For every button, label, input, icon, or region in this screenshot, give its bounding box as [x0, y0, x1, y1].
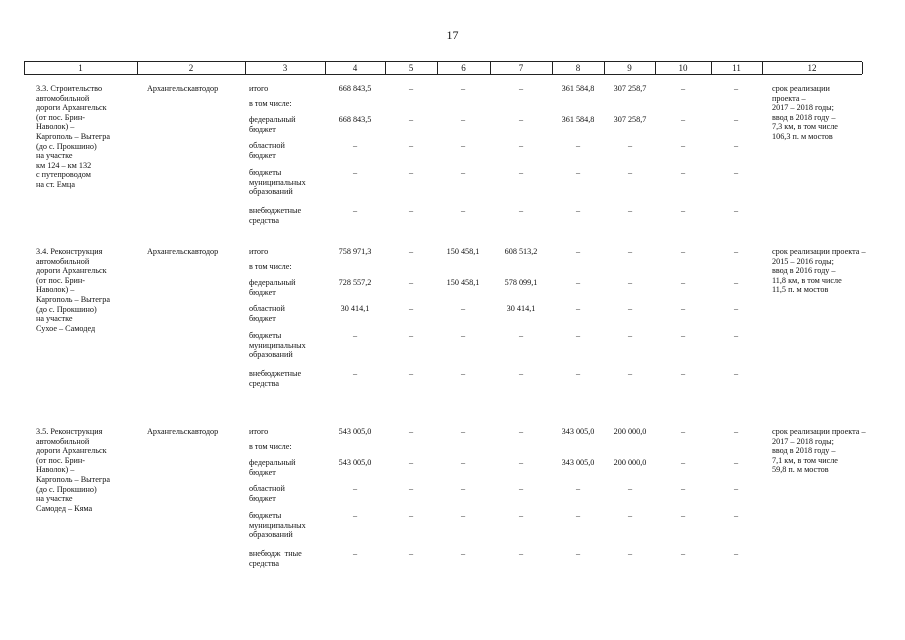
project-note-line: срок реализации проекта – — [772, 427, 866, 436]
value-dash: – — [352, 141, 358, 150]
funding-source-label: образований — [249, 187, 293, 197]
header-col-10: 10 — [678, 63, 688, 73]
object-title-line: дороги Архангельск — [36, 446, 107, 456]
table-row-group — [0, 84, 905, 234]
header-col-7: 7 — [518, 63, 524, 73]
object-title-line: Самодед – Кяма — [36, 503, 93, 513]
header-col-5: 5 — [408, 63, 414, 73]
project-note-line: 11,8 км, в том числе — [772, 275, 842, 285]
value-dash: – — [352, 549, 358, 558]
value-cell: 30 414,1 — [340, 304, 370, 313]
funding-source-label: бюджет — [249, 313, 276, 323]
value-dash: – — [518, 115, 524, 124]
header-divider — [711, 62, 712, 74]
value-cell: 361 584,8 — [561, 84, 595, 93]
value-dash: – — [408, 331, 414, 340]
table-row-group — [0, 247, 905, 397]
object-title-line: автомобильной — [36, 436, 90, 446]
value-dash: – — [575, 141, 581, 150]
value-cell: 668 843,5 — [338, 84, 372, 93]
value-dash: – — [627, 484, 633, 493]
value-dash: – — [518, 84, 524, 93]
value-dash: – — [460, 458, 466, 467]
header-divider — [325, 62, 326, 74]
value-dash: – — [627, 247, 633, 256]
value-dash: – — [575, 278, 581, 287]
funding-source-label: федеральный — [249, 278, 296, 287]
value-dash: – — [733, 115, 739, 124]
object-title-line: (от пос. Брин- — [36, 275, 86, 285]
value-dash: – — [460, 115, 466, 124]
funding-source-label: бюджет — [249, 287, 276, 297]
header-edge — [24, 62, 25, 74]
executor-name: Архангельскавтодор — [147, 247, 219, 256]
value-dash: – — [680, 549, 686, 558]
object-title-line: (от пос. Брин- — [36, 455, 86, 465]
object-title-line: автомобильной — [36, 256, 90, 266]
header-divider — [137, 62, 138, 74]
object-title-line: 3.3. Строительство — [36, 84, 103, 93]
value-dash: – — [575, 247, 581, 256]
value-cell: 668 843,5 — [338, 115, 372, 124]
value-dash: – — [733, 206, 739, 215]
value-dash: – — [518, 458, 524, 467]
value-dash: – — [408, 168, 414, 177]
funding-source-label: образований — [249, 530, 293, 540]
value-dash: – — [627, 549, 633, 558]
value-dash: – — [627, 304, 633, 313]
value-dash: – — [460, 549, 466, 558]
project-note-line: 2017 – 2018 годы; — [772, 103, 834, 113]
project-note-line: ввод в 2018 году – — [772, 446, 836, 456]
value-dash: – — [575, 549, 581, 558]
funding-source-label: бюджеты — [249, 168, 282, 177]
funding-source-label: бюджет — [249, 493, 276, 503]
value-dash: – — [733, 549, 739, 558]
header-col-3: 3 — [282, 63, 288, 73]
funding-source-label: бюджет — [249, 124, 276, 134]
value-dash: – — [352, 206, 358, 215]
object-title-line: дороги Архангельск — [36, 266, 107, 276]
value-dash: – — [627, 369, 633, 378]
header-col-1: 1 — [78, 63, 83, 73]
object-title-line: на участке — [36, 314, 73, 324]
object-title-line: Каргополь – Вытегра — [36, 295, 110, 304]
funding-source-label: итого — [249, 427, 269, 436]
object-title-line: на участке — [36, 151, 73, 161]
value-dash: – — [680, 484, 686, 493]
header-col-6: 6 — [461, 63, 466, 73]
funding-source-label: внебюджетные — [249, 206, 302, 215]
value-dash: – — [460, 304, 466, 313]
value-dash: – — [627, 331, 633, 340]
value-dash: – — [680, 369, 686, 378]
value-dash: – — [408, 511, 414, 520]
header-divider — [604, 62, 605, 74]
header-divider — [437, 62, 438, 74]
value-dash: – — [680, 331, 686, 340]
value-dash: – — [680, 278, 686, 287]
value-dash: – — [460, 484, 466, 493]
header-divider — [385, 62, 386, 74]
value-dash: – — [575, 206, 581, 215]
object-title-line: (от пос. Брин- — [36, 112, 86, 122]
value-dash: – — [680, 304, 686, 313]
header-col-2: 2 — [188, 63, 194, 73]
funding-source-label: муниципальных — [249, 340, 306, 350]
value-dash: – — [408, 484, 414, 493]
value-cell: 543 005,0 — [338, 427, 372, 436]
value-dash: – — [460, 206, 466, 215]
header-divider — [490, 62, 491, 74]
project-note-line: 7,3 км, в том числе — [772, 122, 838, 132]
object-title-line: Наволок) – — [36, 122, 75, 132]
value-dash: – — [518, 549, 524, 558]
project-note-line: проекта – — [772, 93, 806, 103]
funding-source-label: муниципальных — [249, 520, 306, 530]
value-dash: – — [733, 278, 739, 287]
value-dash: – — [627, 511, 633, 520]
value-cell: 343 005,0 — [561, 427, 595, 436]
value-dash: – — [733, 331, 739, 340]
funding-source-label: внебюджетные — [249, 369, 302, 378]
value-cell: 578 099,1 — [504, 278, 538, 287]
value-dash: – — [352, 331, 358, 340]
value-dash: – — [518, 206, 524, 215]
value-dash: – — [408, 369, 414, 378]
value-dash: – — [352, 168, 358, 177]
funding-source-label: средства — [249, 215, 280, 225]
project-note-line: 7,1 км, в том числе — [772, 455, 838, 465]
object-title-line: на ст. Емца — [36, 180, 75, 189]
object-title-line: Наволок) – — [36, 465, 75, 475]
funding-source-label: средства — [249, 558, 280, 568]
value-dash: – — [680, 427, 686, 436]
value-dash: – — [460, 168, 466, 177]
funding-source-label: муниципальных — [249, 177, 306, 187]
value-dash: – — [408, 304, 414, 313]
object-title-line: Каргополь – Вытегра — [36, 475, 110, 484]
value-dash: – — [408, 549, 414, 558]
value-cell: 200 000,0 — [613, 427, 647, 436]
object-title-line: Наволок) – — [36, 285, 75, 295]
project-note-line: 2015 – 2016 годы; — [772, 256, 834, 266]
value-dash: – — [408, 141, 414, 150]
value-dash: – — [680, 247, 686, 256]
value-dash: – — [408, 247, 414, 256]
value-dash: – — [408, 278, 414, 287]
funding-source-label: образований — [249, 350, 293, 360]
value-dash: – — [352, 484, 358, 493]
object-title-line: на участке — [36, 494, 73, 504]
table-row-group — [0, 427, 905, 577]
funding-source-label: средства — [249, 378, 280, 388]
value-dash: – — [352, 511, 358, 520]
value-dash: – — [733, 511, 739, 520]
value-dash: – — [518, 331, 524, 340]
value-dash: – — [518, 427, 524, 436]
value-dash: – — [460, 84, 466, 93]
header-edge — [862, 62, 863, 74]
value-cell: 200 000,0 — [613, 458, 647, 467]
header-col-9: 9 — [627, 63, 632, 73]
funding-source-label: в том числе: — [249, 99, 292, 108]
value-cell: 758 971,3 — [338, 247, 372, 256]
project-note-line: 11,5 п. м мостов — [772, 285, 829, 295]
object-title-line: Сухое – Самодед — [36, 323, 96, 333]
value-dash: – — [460, 427, 466, 436]
value-dash: – — [408, 427, 414, 436]
value-dash: – — [733, 458, 739, 467]
table-header — [24, 61, 862, 75]
value-dash: – — [518, 484, 524, 493]
value-dash: – — [408, 115, 414, 124]
value-dash: – — [352, 369, 358, 378]
value-cell: 307 258,7 — [613, 84, 647, 93]
value-dash: – — [518, 168, 524, 177]
value-dash: – — [408, 458, 414, 467]
funding-source-label: итого — [249, 247, 269, 256]
value-cell: 343 005,0 — [561, 458, 595, 467]
value-dash: – — [408, 84, 414, 93]
header-col-12: 12 — [807, 63, 817, 73]
funding-source-label: в том числе: — [249, 442, 292, 451]
value-dash: – — [627, 168, 633, 177]
funding-source-label: бюджеты — [249, 331, 282, 340]
object-title-line: дороги Архангельск — [36, 103, 107, 113]
project-note-line: ввод в 2018 году – — [772, 112, 836, 122]
value-dash: – — [680, 141, 686, 150]
value-dash: – — [460, 511, 466, 520]
value-dash: – — [627, 141, 633, 150]
value-dash: – — [575, 331, 581, 340]
value-dash: – — [575, 168, 581, 177]
funding-source-label: итого — [249, 84, 269, 93]
value-cell: 608 513,2 — [504, 247, 538, 256]
funding-source-label: федеральный — [249, 115, 296, 124]
value-cell: 728 557,2 — [338, 278, 372, 287]
project-note-line: срок реализации — [772, 84, 830, 93]
value-cell: 30 414,1 — [506, 304, 536, 313]
object-title-line: автомобильной — [36, 93, 90, 103]
project-note-line: срок реализации проекта – — [772, 247, 866, 256]
value-dash: – — [627, 206, 633, 215]
value-cell: 150 458,1 — [446, 247, 480, 256]
value-cell: 543 005,0 — [338, 458, 372, 467]
value-dash: – — [680, 84, 686, 93]
funding-source-label: бюджет — [249, 150, 276, 160]
project-note-line: 2017 – 2018 годы; — [772, 436, 834, 446]
object-title-line: (до с. Прокшино) — [36, 304, 97, 314]
value-dash: – — [460, 369, 466, 378]
funding-source-label: в том числе: — [249, 262, 292, 271]
funding-source-label: областной — [249, 484, 285, 493]
funding-source-label: областной — [249, 141, 285, 150]
value-dash: – — [518, 369, 524, 378]
value-dash: – — [518, 511, 524, 520]
value-dash: – — [733, 141, 739, 150]
header-col-11: 11 — [732, 63, 741, 73]
header-divider — [245, 62, 246, 74]
object-title-line: с путепроводом — [36, 170, 91, 180]
value-cell: 150 458,1 — [446, 278, 480, 287]
value-dash: – — [733, 247, 739, 256]
header-col-4: 4 — [352, 63, 358, 73]
header-divider — [552, 62, 553, 74]
value-dash: – — [408, 206, 414, 215]
project-note-line: 59,8 п. м мостов — [772, 465, 829, 475]
project-note-line: ввод в 2016 году – — [772, 266, 836, 276]
object-title-line: (до с. Прокшино) — [36, 484, 97, 494]
funding-source-label: областной — [249, 304, 285, 313]
value-dash: – — [575, 484, 581, 493]
executor-name: Архангельскавтодор — [147, 427, 219, 436]
header-col-8: 8 — [575, 63, 581, 73]
funding-source-label: бюджет — [249, 467, 276, 477]
header-divider — [762, 62, 763, 74]
funding-source-label: федеральный — [249, 458, 296, 467]
project-note-line: 106,3 п. м мостов — [772, 132, 833, 141]
object-title-line: (до с. Прокшино) — [36, 141, 97, 151]
value-cell: 307 258,7 — [613, 115, 647, 124]
value-dash: – — [460, 141, 466, 150]
value-dash: – — [733, 84, 739, 93]
funding-source-label: бюджеты — [249, 511, 282, 520]
page-number: 17 — [446, 28, 459, 42]
object-title-line: км 124 – км 132 — [36, 160, 92, 170]
value-dash: – — [733, 168, 739, 177]
funding-source-label: внебюдж тные — [249, 549, 302, 558]
value-dash: – — [733, 369, 739, 378]
value-dash: – — [733, 484, 739, 493]
value-dash: – — [680, 458, 686, 467]
value-dash: – — [733, 304, 739, 313]
value-dash: – — [460, 331, 466, 340]
executor-name: Архангельскавтодор — [147, 84, 219, 93]
object-title-line: 3.5. Реконструкция — [36, 427, 103, 436]
header-divider — [655, 62, 656, 74]
value-dash: – — [518, 141, 524, 150]
value-dash: – — [575, 304, 581, 313]
value-dash: – — [733, 427, 739, 436]
value-dash: – — [680, 206, 686, 215]
value-dash: – — [680, 168, 686, 177]
value-dash: – — [575, 511, 581, 520]
object-title-line: Каргополь – Вытегра — [36, 132, 110, 141]
value-cell: 361 584,8 — [561, 115, 595, 124]
object-title-line: 3.4. Реконструкция — [36, 247, 103, 256]
value-dash: – — [680, 115, 686, 124]
value-dash: – — [680, 511, 686, 520]
value-dash: – — [627, 278, 633, 287]
value-dash: – — [575, 369, 581, 378]
